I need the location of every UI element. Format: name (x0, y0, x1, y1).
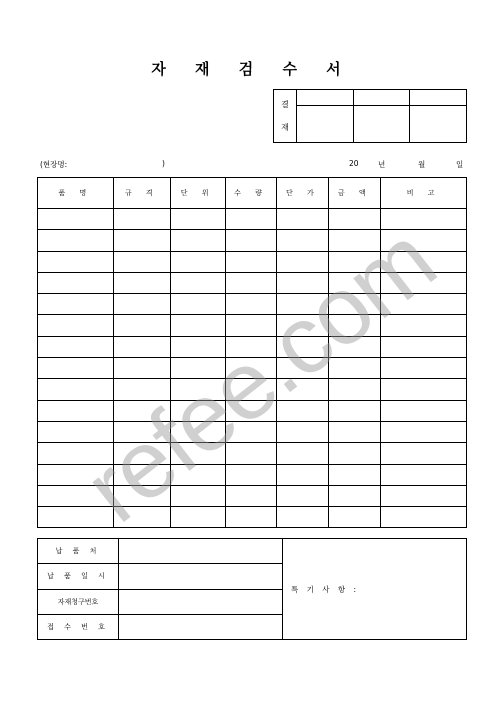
table-cell[interactable] (38, 315, 114, 336)
table-cell[interactable] (277, 507, 329, 528)
table-cell[interactable] (170, 443, 225, 464)
table-cell[interactable] (381, 379, 467, 400)
header-unit: 단 위 (170, 178, 225, 209)
date-day: 일 (456, 160, 464, 169)
approval-sign-cell-2[interactable] (353, 106, 410, 143)
field-supplier[interactable] (119, 539, 283, 564)
table-cell[interactable] (381, 336, 467, 357)
watermark: refee.com (65, 206, 454, 543)
header-quantity: 수 량 (225, 178, 277, 209)
table-cell[interactable] (381, 315, 467, 336)
table-cell[interactable] (329, 464, 381, 485)
table-cell[interactable] (170, 230, 225, 251)
table-row (38, 272, 467, 293)
table-cell[interactable] (38, 230, 114, 251)
table-cell[interactable] (329, 507, 381, 528)
table-cell[interactable] (113, 421, 170, 442)
table-cell[interactable] (277, 315, 329, 336)
table-cell[interactable] (170, 464, 225, 485)
table-cell[interactable] (381, 209, 467, 230)
table-body (38, 209, 467, 528)
table-cell[interactable] (329, 400, 381, 421)
table-cell[interactable] (329, 294, 381, 315)
table-cell[interactable] (329, 336, 381, 357)
table-cell[interactable] (38, 421, 114, 442)
table-row (38, 507, 467, 528)
table-cell[interactable] (225, 421, 277, 442)
table-cell[interactable] (381, 421, 467, 442)
approval-label-bottom: 재 (281, 123, 289, 132)
table-cell[interactable] (113, 507, 170, 528)
table-row (38, 421, 467, 442)
table-cell[interactable] (329, 485, 381, 506)
table-cell[interactable] (329, 421, 381, 442)
table-cell[interactable] (38, 336, 114, 357)
site-label: (현장명: (40, 160, 68, 169)
table-cell[interactable] (277, 443, 329, 464)
table-cell[interactable] (113, 336, 170, 357)
table-cell[interactable] (381, 251, 467, 272)
table-cell[interactable] (113, 379, 170, 400)
header-spec: 규 격 (113, 178, 170, 209)
table-cell[interactable] (277, 230, 329, 251)
label-request-number: 자재청구번호 (38, 589, 119, 614)
table-cell[interactable] (38, 294, 114, 315)
header-remarks: 비 고 (381, 178, 467, 209)
table-cell[interactable] (225, 294, 277, 315)
site-close: ) (162, 159, 165, 168)
table-cell[interactable] (277, 358, 329, 379)
table-cell[interactable] (113, 315, 170, 336)
table-cell[interactable] (38, 209, 114, 230)
table-cell[interactable] (170, 400, 225, 421)
table-cell[interactable] (329, 272, 381, 293)
table-cell[interactable] (170, 358, 225, 379)
field-delivery-datetime[interactable] (119, 564, 283, 589)
label-delivery-datetime: 납 품 일 시 (38, 564, 119, 589)
table-cell[interactable] (381, 507, 467, 528)
table-cell[interactable] (381, 464, 467, 485)
delivery-info-table (37, 538, 467, 640)
header-item-name: 품 명 (38, 178, 114, 209)
table-cell[interactable] (329, 358, 381, 379)
table-cell[interactable] (38, 485, 114, 506)
table-cell[interactable] (381, 230, 467, 251)
table-cell[interactable] (113, 464, 170, 485)
table-cell[interactable] (38, 251, 114, 272)
table-row (38, 336, 467, 357)
table-row (38, 294, 467, 315)
table-cell[interactable] (170, 336, 225, 357)
table-cell[interactable] (277, 272, 329, 293)
table-cell[interactable] (170, 251, 225, 272)
table-cell[interactable] (381, 443, 467, 464)
table-cell[interactable] (329, 379, 381, 400)
date-month: 월 (418, 160, 426, 169)
table-cell[interactable] (225, 507, 277, 528)
table-cell[interactable] (113, 294, 170, 315)
table-cell[interactable] (38, 358, 114, 379)
table-cell[interactable] (225, 400, 277, 421)
approval-title-cell-3[interactable] (410, 90, 467, 106)
table-row (38, 464, 467, 485)
table-cell[interactable] (225, 379, 277, 400)
table-cell[interactable] (113, 209, 170, 230)
label-supplier: 납 품 처 (38, 539, 119, 564)
inspection-table (37, 177, 467, 528)
table-cell[interactable] (381, 400, 467, 421)
table-cell[interactable] (113, 230, 170, 251)
table-cell[interactable] (225, 443, 277, 464)
table-cell[interactable] (329, 315, 381, 336)
table-cell[interactable] (170, 379, 225, 400)
label-receipt-number: 접 수 번 호 (38, 614, 119, 639)
table-cell[interactable] (38, 379, 114, 400)
table-cell[interactable] (381, 294, 467, 315)
approval-label-top: 결 (281, 100, 289, 109)
table-cell[interactable] (38, 400, 114, 421)
header-unit-price: 단 가 (277, 178, 329, 209)
approval-box (273, 89, 467, 143)
table-cell[interactable] (113, 358, 170, 379)
special-notes[interactable]: 특 기 사 항 : (283, 539, 467, 640)
approval-title-cell-1[interactable] (297, 90, 354, 106)
table-cell[interactable] (170, 507, 225, 528)
table-cell[interactable] (170, 421, 225, 442)
table-cell[interactable] (277, 379, 329, 400)
table-cell[interactable] (225, 336, 277, 357)
approval-title-cell-2[interactable] (353, 90, 410, 106)
table-cell[interactable] (277, 251, 329, 272)
table-cell[interactable] (381, 485, 467, 506)
table-cell[interactable] (329, 230, 381, 251)
table-cell[interactable] (170, 209, 225, 230)
table-cell[interactable] (225, 485, 277, 506)
table-cell[interactable] (38, 464, 114, 485)
table-cell[interactable] (113, 485, 170, 506)
date-year-prefix: 20 (349, 159, 359, 168)
table-cell[interactable] (38, 272, 114, 293)
table-cell[interactable] (277, 464, 329, 485)
table-cell[interactable] (329, 251, 381, 272)
document-title: 자 재 검 수 서 (151, 60, 353, 78)
table-cell[interactable] (225, 315, 277, 336)
table-cell[interactable] (38, 443, 114, 464)
table-cell[interactable] (225, 230, 277, 251)
table-cell[interactable] (225, 251, 277, 272)
table-row (38, 315, 467, 336)
table-cell[interactable] (170, 485, 225, 506)
table-cell[interactable] (113, 251, 170, 272)
table-cell[interactable] (277, 209, 329, 230)
date-year: 년 (378, 160, 386, 169)
table-cell[interactable] (225, 464, 277, 485)
table-row (38, 443, 467, 464)
table-cell[interactable] (170, 272, 225, 293)
table-row (38, 485, 467, 506)
table-cell[interactable] (225, 209, 277, 230)
table-cell[interactable] (381, 358, 467, 379)
table-cell[interactable] (277, 294, 329, 315)
table-cell[interactable] (277, 336, 329, 357)
table-cell[interactable] (381, 272, 467, 293)
table-cell[interactable] (225, 272, 277, 293)
table-row (38, 358, 467, 379)
table-cell[interactable] (170, 294, 225, 315)
header-amount: 금 액 (329, 178, 381, 209)
approval-sign-cell-3[interactable] (410, 106, 467, 143)
table-cell[interactable] (277, 485, 329, 506)
field-request-number[interactable] (119, 589, 283, 614)
table-header-row (38, 178, 467, 209)
table-row (38, 209, 467, 230)
table-cell[interactable] (277, 421, 329, 442)
table-cell[interactable] (113, 272, 170, 293)
table-cell[interactable] (170, 315, 225, 336)
table-cell[interactable] (225, 358, 277, 379)
table-cell[interactable] (113, 400, 170, 421)
approval-sign-cell-1[interactable] (297, 106, 354, 143)
table-row (38, 379, 467, 400)
table-cell[interactable] (329, 443, 381, 464)
table-cell[interactable] (113, 443, 170, 464)
table-row (38, 251, 467, 272)
table-cell[interactable] (38, 507, 114, 528)
field-receipt-number[interactable] (119, 614, 283, 639)
table-cell[interactable] (277, 400, 329, 421)
approval-label (274, 90, 297, 143)
table-row (38, 230, 467, 251)
table-row (38, 400, 467, 421)
table-cell[interactable] (329, 209, 381, 230)
